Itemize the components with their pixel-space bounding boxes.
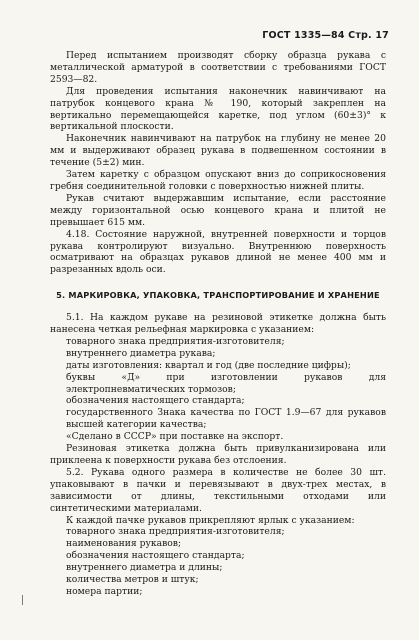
paragraph-tag: К каждой пачке рукавов прикрепляют ярлык с указанием:: [66, 514, 355, 526]
list-item: государственного Знака качества по ГОСТ 1.9—67 для рукавов высшей категории качества;: [66, 407, 386, 431]
paragraph-test-setup: Для проведения испытания наконечник навинчивают на патрубок концевого крана № 190, который закреплен на вертикально перемещающейся каретке, под углом (60±3)° к вертикальной плоскости.: [50, 85, 386, 133]
list-item: обозначения настоящего стандарта;: [66, 395, 245, 407]
section-title: 5. МАРКИРОВКА, УПАКОВКА, ТРАНСПОРТИРОВАНИЕ И ХРАНЕНИЕ: [56, 290, 380, 301]
list-item: буквы «Д» при изготовлении рукавов для электропневматических тормозов;: [66, 371, 386, 395]
paragraph-lower-carriage: Затем каретку с образцом опускают вниз до соприкосновения гребня соединительной головки с поверхностью нижней плиты.: [50, 169, 386, 192]
tag-list: [50, 526, 386, 597]
margin-mark: [22, 595, 23, 605]
page-body: [50, 50, 386, 598]
list-item: товарного знака предприятия-изготовителя;: [66, 526, 285, 538]
paragraph-pass-criterion: Рукав считают выдержавшим испытание, если расстояние между горизонтальной осью концевого крана и плитой не превышает 615 мм.: [50, 192, 386, 228]
paragraph-5-2: 5.2. Рукава одного размера в количестве не более 30 шт. упаковывают в пачки и перевязывают в двух-трех местах, в зависимости от длины, текстильными отходами или синтетическими материалами.: [50, 466, 386, 514]
paragraph-5-1: 5.1. На каждом рукаве на резиновой этикетке должна быть нанесена четкая рельефная маркировка с указанием:: [50, 312, 386, 336]
list-item: даты изготовления: квартал и год (две последние цифры);: [66, 359, 351, 371]
list-item: внутреннего диаметра рукава;: [66, 347, 216, 359]
paragraph-assembly: Перед испытанием производят сборку образца рукава с металлической арматурой в соответствии с требованиями ГОСТ 2593—82.: [50, 50, 386, 85]
list-item: обозначения настоящего стандарта;: [66, 550, 245, 562]
list-item: «Сделано в СССР» при поставке на экспорт.: [66, 431, 284, 443]
list-item: номера партии;: [66, 585, 143, 597]
list-item: внутреннего диаметра и длины;: [66, 562, 223, 574]
page-header: ГОСТ 1335—84 Стр. 17: [262, 30, 389, 41]
marking-list: [50, 336, 386, 443]
list-item: товарного знака предприятия-изготовителя;: [66, 335, 285, 347]
paragraph-screw-depth: Наконечник навинчивают на патрубок на глубину не менее 20 мм и выдерживают образец рукава в подвешенном состоянии в течение (5±2) мин.: [50, 133, 386, 169]
paragraph-4-18: 4.18. Состояние наружной, внутренней поверхности и торцов рукава контролируют визуально. Внутреннюю поверхность осматривают на образцах рукавов длиной не менее 400 мм и разрезанных вдоль оси.: [50, 228, 386, 276]
list-item: наименования рукавов;: [66, 538, 182, 550]
paragraph-label-adhesion: Резиновая этикетка должна быть привулканизирована или приклеена к поверхности рукава без отслоения.: [50, 443, 386, 466]
list-item: количества метров и штук;: [66, 574, 199, 586]
